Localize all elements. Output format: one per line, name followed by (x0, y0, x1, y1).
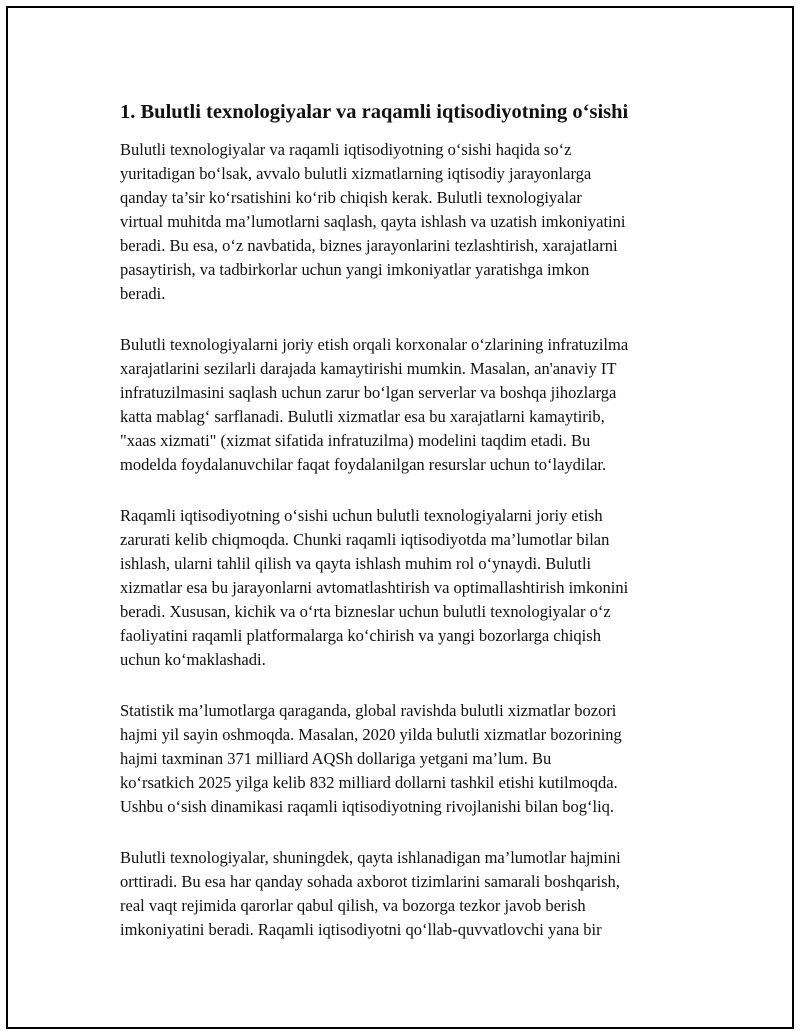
paragraph-line: modelda foydalanuvchilar faqat foydalanilgan resurslar uchun to‘laydilar. (120, 455, 607, 474)
paragraph-line: hajmi yil sayin oshmoqda. Masalan, 2020 yilda bulutli xizmatlar bozorining (120, 725, 622, 744)
paragraph-line: beradi. Xususan, kichik va o‘rta bizneslar uchun bulutli texnologiyalar o‘z (120, 602, 611, 621)
paragraph-line: xizmatlar esa bu jarayonlarni avtomatlashtirish va optimallashtirish imkonini (120, 578, 629, 597)
paragraph (120, 699, 700, 819)
paragraph-line: qanday ta’sir ko‘rsatishini ko‘rib chiqish kerak. Bulutli texnologiyalar (120, 188, 582, 207)
paragraph-line: Raqamli iqtisodiyotning o‘sishi uchun bulutli texnologiyalarni joriy etish (120, 506, 603, 525)
document-body (120, 100, 700, 969)
paragraph-line: yuritadigan bo‘lsak, avvalo bulutli xizmatlarning iqtisodiy jarayonlarga (120, 164, 592, 183)
section-heading: 1. Bulutli texnologiyalar va raqamli iqtisodiyotning o‘sishi (120, 101, 629, 123)
paragraph-line: beradi. Bu esa, o‘z navbatida, biznes jarayonlarini tezlashtirish, xarajatlarni (120, 236, 618, 255)
paragraph-line: ko‘rsatkich 2025 yilga kelib 832 milliard dollarni tashkil etishi kutilmoqda. (120, 773, 618, 792)
page-frame (6, 6, 794, 1029)
paragraphs-container (120, 138, 700, 942)
paragraph-line: Bulutli texnologiyalar, shuningdek, qayta ishlanadigan ma’lumotlar hajmini (120, 848, 621, 867)
paragraph-line: katta mablag‘ sarflanadi. Bulutli xizmatlar esa bu xarajatlarni kamaytirib, (120, 407, 605, 426)
paragraph-line: Statistik ma’lumotlarga qaraganda, global ravishda bulutli xizmatlar bozori (120, 701, 617, 720)
paragraph (120, 504, 700, 672)
paragraph-line: Ushbu o‘sish dinamikasi raqamli iqtisodiyotning rivojlanishi bilan bog‘liq. (120, 797, 615, 816)
paragraph-line: Bulutli texnologiyalarni joriy etish orqali korxonalar o‘zlarining infratuzilma (120, 335, 629, 354)
paragraph-line: faoliyatini raqamli platformalarga ko‘chirish va yangi bozorlarga chiqish (120, 626, 601, 645)
paragraph-line: virtual muhitda ma’lumotlarni saqlash, qayta ishlash va uzatish imkoniyatini (120, 212, 626, 231)
paragraph-line: beradi. (120, 284, 166, 303)
paragraph-line: uchun ko‘maklashadi. (120, 650, 266, 669)
paragraph-line: hajmi taxminan 371 milliard AQSh dollariga yetgani ma’lum. Bu (120, 749, 552, 768)
paragraph-line: pasaytirish, va tadbirkorlar uchun yangi imkoniyatlar yaratishga imkon (120, 260, 590, 279)
paragraph-line: Bulutli texnologiyalar va raqamli iqtisodiyotning o‘sishi haqida so‘z (120, 140, 572, 159)
paragraph (120, 138, 700, 306)
paragraph-line: xarajatlarini sezilarli darajada kamaytirishi mumkin. Masalan, an'anaviy IT (120, 359, 617, 378)
paragraph-line: ishlash, ularni tahlil qilish va qayta ishlash muhim rol o‘ynaydi. Bulutli (120, 554, 592, 573)
paragraph-line: real vaqt rejimida qarorlar qabul qilish, va bozorga tezkor javob berish (120, 896, 586, 915)
paragraph-line: "xaas xizmati" (xizmat sifatida infratuzilma) modelini taqdim etadi. Bu (120, 431, 591, 450)
paragraph-line: imkoniyatini beradi. Raqamli iqtisodiyotni qo‘llab-quvvatlovchi yana bir (120, 920, 602, 939)
paragraph-line: zarurati kelib chiqmoqda. Chunki raqamli iqtisodiyotda ma’lumotlar bilan (120, 530, 610, 549)
paragraph-line: orttiradi. Bu esa har qanday sohada axborot tizimlarini samarali boshqarish, (120, 872, 620, 891)
paragraph-line: infratuzilmasini saqlash uchun zarur bo‘lgan serverlar va boshqa jihozlarga (120, 383, 617, 402)
paragraph (120, 846, 700, 942)
paragraph (120, 333, 700, 477)
